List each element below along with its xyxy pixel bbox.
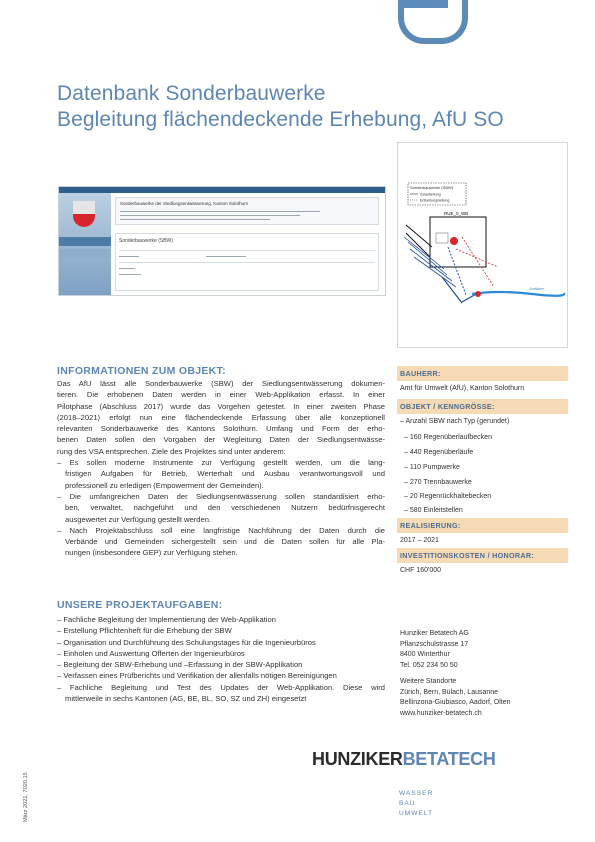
objekt-label: OBJEKT / KENNGRÖSSE: [397,399,568,414]
info-line: Pilotphase (Abschluss 2017) wurde das Vorgehen getestet. In einer zweiten Phase [57,401,385,411]
bauherr-label: BAUHERR: [397,366,568,381]
objekt-item: – 110 Pumpwerke [404,464,460,471]
info-bullet-line: professionell zu erledigen (Empowerment der Gemeinden). [65,480,264,490]
info-line: rung des VSA entsprechen. Ziele des Projektes sind unter anderem: [57,446,286,456]
info-bullet-line: – Nach Projektabschluss soll eine langfristige Nachführung der Daten durch die [57,525,385,535]
task-item: – Fachliche Begleitung der Implementierung der Web-Applikation [57,615,276,624]
tagline-2: BAU [399,800,416,807]
app-list-title: Sonderbauwerke (SBW) [119,238,173,244]
firm-sites-label: Weitere Standorte [400,678,457,685]
info-bullet-line: nungen (insbesondere GEP) zur Verfügung stehen. [65,548,238,558]
firm-address [400,629,511,719]
app-sidebar [59,193,111,295]
logo-mark [398,0,468,44]
task-item: mittlerweile in sechs Kantonen (AG, BE, BL, SO, SZ und ZH) eingesetzt [65,694,307,704]
info-bullet-line: – Die umfangreichen Daten der Siedlungsentwässerung sollen standardisiert erho- [57,491,385,501]
realisierung-label: REALISIERUNG: [397,518,568,533]
firm-street: Pflanzschulstrasse 17 [400,640,469,648]
info-line: (2018–2021) erfolgt nun eine flächendeckende Erfassung über alle konzeptionell [57,412,385,422]
objekt-item: – 160 Regenüberlaufbecken [404,434,492,441]
logo-text-2: BETATECH [402,749,496,769]
page-subtitle: Begleitung flächendeckende Erhebung, AfU SO [57,108,504,131]
page-title: Datenbank Sonderbauwerke [57,82,326,105]
app-header [115,197,379,225]
task-item: – Begleitung der SBW-Erhebung und –Erfassung in der SBW-Applikation [57,660,303,670]
sbw-schema-diagram [402,177,566,309]
logo-text-1: HUNZIKER [312,749,403,769]
info-line: relevanten Sonderbauwerke des Kantons Solothurn. Umfang und Form der erho- [57,424,385,434]
tasks-heading: UNSERE PROJEKTAUFGABEN: [57,599,223,611]
info-line: Das AfU lässt alle Sonderbauwerke (SBW) der Siedlungsentwässerung dokumen- [57,379,385,388]
info-bullet-line: fristigen Aufgaben für Betrieb, Werterhalt und Ausbau verantwortungsvoll und [65,469,385,479]
info-bullet-line: ausgewertet zur Verfügung gestellt werden. [65,514,212,524]
info-bullet-line: – Es sollen moderne Instrumente zur Verfügung gestellt werden, um die lang- [57,458,385,468]
tagline [399,789,433,819]
objekt-item: – 580 Einleitstellen [404,507,463,514]
firm-phone: Tel. 052 234 50 50 [400,661,458,669]
task-item: – Organisation und Durchführung des Schulungstages für die Ingenieurbüros [57,637,316,647]
firm-website-link[interactable]: www.hunziker-betatech.ch [400,709,482,717]
objekt-intro: – Anzahl SBW nach Typ (gerundet) [400,418,510,425]
firm-city: 8400 Winterthur [400,651,450,658]
task-item: – Fachliche Begleitung und Test des Updates der Web-Applikation. Diese wird [57,682,385,692]
diagram-legend-2: Entlastungsleitung [420,198,450,203]
footer-date: März 2021, 7020.15 [23,772,29,822]
kosten-label: INVESTITIONSKOSTEN / HONORAR: [397,548,568,563]
info-text [57,378,385,559]
kosten-value: CHF 160'000 [400,567,442,574]
info-line: benen Daten sollen den Vorgaben der Wegleitung Daten der Siedlungsentwässe- [57,435,385,445]
tagline-3: UMWELT [399,810,434,817]
diagram-legend-title: Sonderbauwerke (SBW) [410,185,454,190]
objekt-item: – 20 Regenrückhaltebecken [404,493,492,500]
info-heading: INFORMATIONEN ZUM OBJEKT: [57,365,226,377]
firm-sites-2: Bellinzona-Giubiasco, Aadorf, Olten [400,699,511,706]
app-screenshot [58,186,386,296]
app-list-panel [115,233,379,291]
diagram-legend-1: Zulaufleitung [420,192,441,197]
firm-name: Hunziker Betatech AG [400,630,469,637]
solothurn-crest-icon [73,201,95,227]
diagram-creek-label: Vorfluter [529,286,544,291]
task-item: – Erstellung Pflichtenheft für die Erhebung der SBW [57,626,232,636]
app-header-title: Sonderbauwerke der Siedlungsentwässerung, Kanton Solothurn [120,201,249,206]
diagram-node-label: RUE_0_WB [444,211,469,216]
tagline-1: WASSER [399,790,434,797]
company-logo [312,749,496,770]
task-item: – Einholen und Auswertung Offerten der Ingenieurbüros [57,648,245,658]
tasks-list [57,614,385,704]
objekt-item: – 440 Regenüberläufe [404,449,474,456]
bauherr-value: Amt für Umwelt (AfU), Kanton Solothurn [400,385,525,392]
task-item: – Verfassen eines Prüfberichts und Verifikation der allenfalls nötigen Bereinigungen [57,671,337,681]
info-bullet-line: Verbände und Gemeinden sichergestellt sein und die Daten sollen für alle Pla- [65,537,385,547]
info-line: tieren. Die erhobenen Daten werden in einer Web-Applikation erfasst. In einer [57,390,385,400]
realisierung-value: 2017 – 2021 [400,537,439,544]
info-bullet-line: ben, verwaltet, nachgeführt und den verschiedenen Nutzern bedürfnisgerecht [65,503,385,513]
objekt-item: – 270 Trennbauwerke [404,479,472,486]
firm-sites-1: Zürich, Bern, Bülach, Lausanne [400,688,499,696]
